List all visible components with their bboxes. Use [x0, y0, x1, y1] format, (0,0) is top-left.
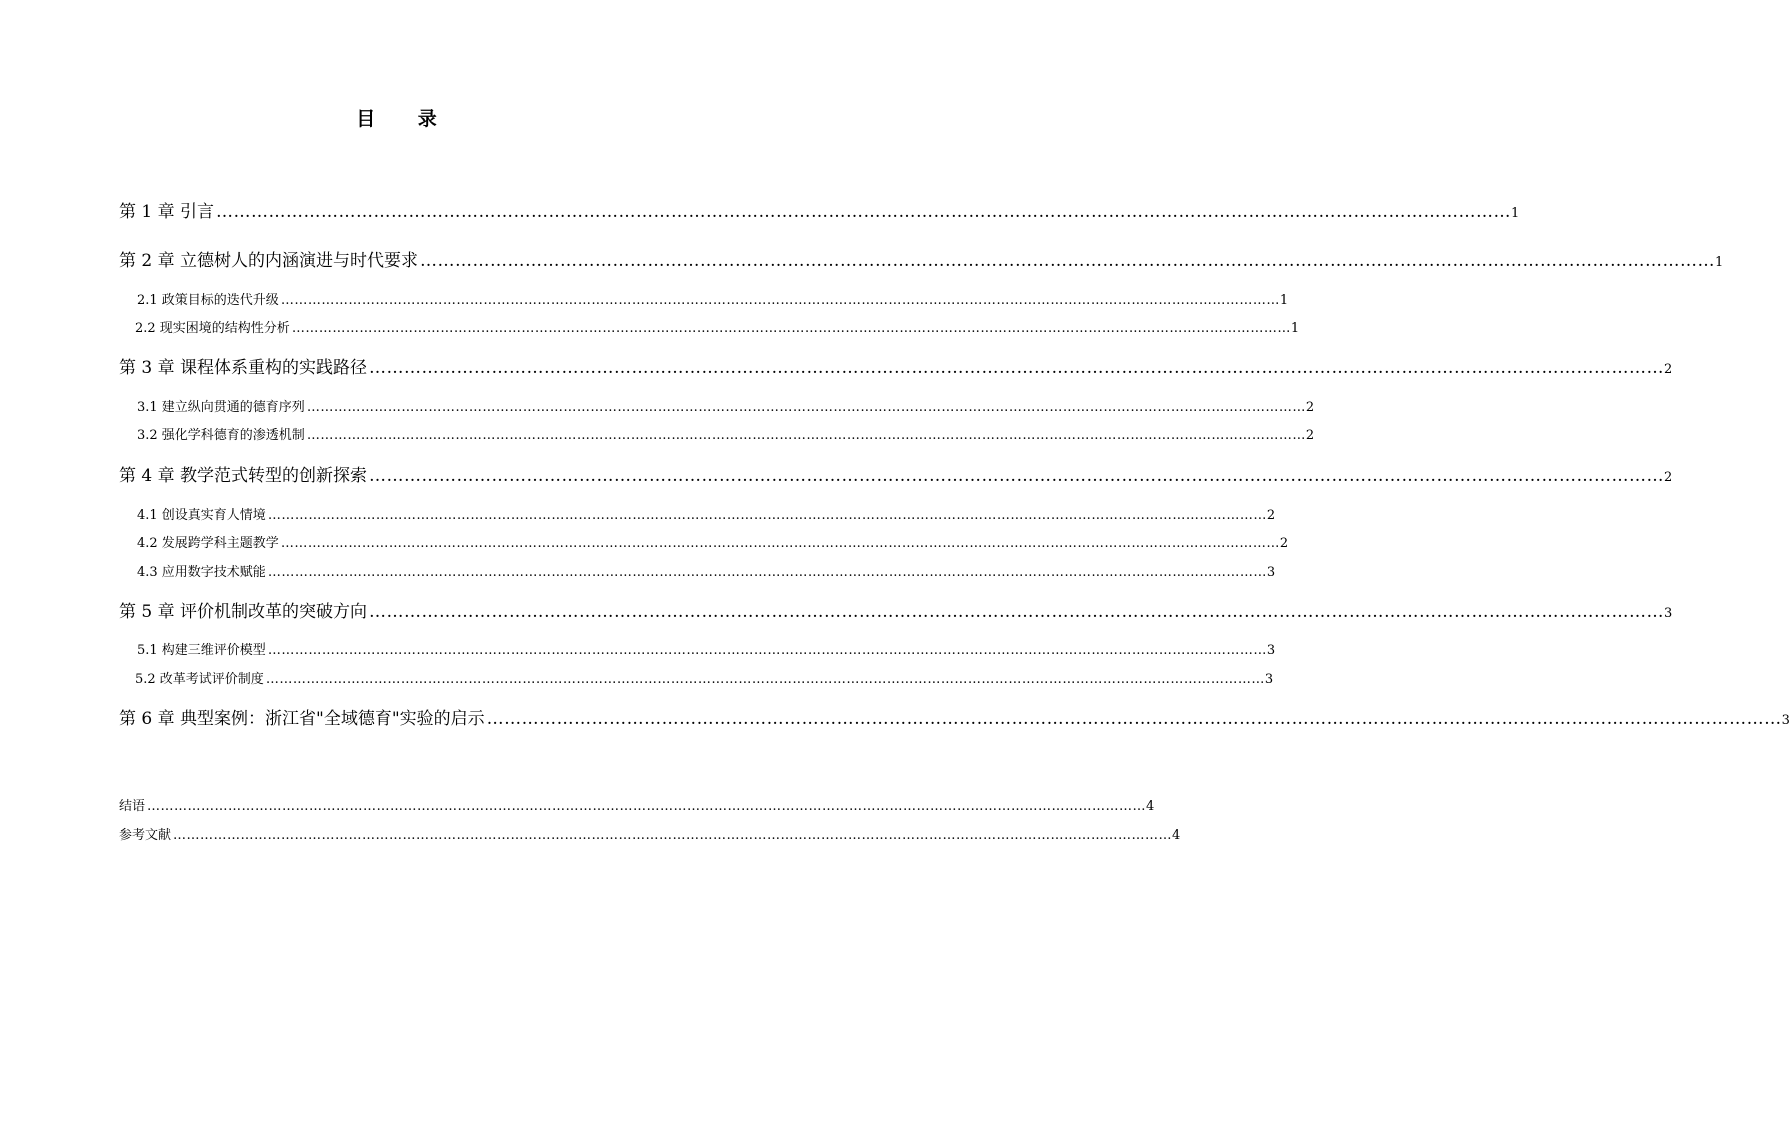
toc-entry-label: 第 6 章 典型案例：浙江省"全域德育"实验的启示 — [119, 709, 485, 729]
toc-entry-chapter-2[interactable] — [119, 248, 1724, 274]
toc-entry-references[interactable] — [119, 826, 1181, 846]
toc-entry-4-2[interactable] — [137, 534, 1289, 554]
toc-leader-dots: …………………………………………………………………………………………………………………………………………………………………………………………………… — [280, 293, 1280, 308]
toc-leader-dots: …………………………………………………………………………………………………………………………………………………………………………………………………… — [369, 602, 1665, 622]
toc-entry-label: 第 5 章 评价机制改革的突破方向 — [119, 602, 368, 622]
toc-leader-dots: …………………………………………………………………………………………………………………………………………………………………………………………………… — [173, 828, 1173, 843]
toc-entry-4-1[interactable] — [137, 506, 1276, 526]
toc-leader-dots: …………………………………………………………………………………………………………………………………………………………………………………………………… — [280, 536, 1280, 551]
toc-page-number: 4 — [1146, 799, 1155, 814]
toc-leader-dots: …………………………………………………………………………………………………………………………………………………………………………………………………… — [420, 251, 1716, 271]
toc-leader-dots: …………………………………………………………………………………………………………………………………………………………………………………………………… — [267, 643, 1267, 658]
toc-page-number: 2 — [1664, 362, 1673, 377]
toc-page-number: 1 — [1715, 255, 1724, 270]
toc-leader-dots: …………………………………………………………………………………………………………………………………………………………………………………………………… — [291, 321, 1291, 336]
toc-page-number: 2 — [1305, 400, 1315, 415]
toc-entry-label: 2.2 现实困境的结构性分析 — [135, 321, 290, 336]
toc-entry-label: 4.1 创设真实育人情境 — [137, 508, 266, 523]
toc-page-number: 2 — [1266, 508, 1276, 523]
toc-leader-dots: …………………………………………………………………………………………………………………………………………………………………………………………………… — [306, 400, 1306, 415]
toc-entry-2-1[interactable] — [137, 291, 1289, 311]
toc-leader-dots: …………………………………………………………………………………………………………………………………………………………………………………………………… — [369, 358, 1665, 378]
toc-leader-dots: …………………………………………………………………………………………………………………………………………………………………………………………………… — [486, 709, 1782, 729]
toc-page-number: 2 — [1279, 536, 1289, 551]
toc-entry-label: 3.1 建立纵向贯通的德育序列 — [137, 400, 305, 415]
toc-leader-dots: …………………………………………………………………………………………………………………………………………………………………………………………………… — [267, 565, 1267, 580]
toc-leader-dots: …………………………………………………………………………………………………………………………………………………………………………………………………… — [369, 466, 1665, 486]
toc-leader-dots: …………………………………………………………………………………………………………………………………………………………………………………………………… — [265, 672, 1265, 687]
toc-entry-4-3[interactable] — [137, 563, 1276, 583]
toc-entry-5-1[interactable] — [137, 641, 1276, 661]
toc-leader-dots: …………………………………………………………………………………………………………………………………………………………………………………………………… — [147, 799, 1147, 814]
toc-entry-label: 第 3 章 课程体系重构的实践路径 — [119, 358, 368, 378]
toc-entry-label: 参考文献 — [119, 828, 172, 843]
toc-entry-conclusion[interactable] — [119, 797, 1155, 817]
toc-entry-label: 第 4 章 教学范式转型的创新探索 — [119, 466, 368, 486]
toc-page-number: 4 — [1172, 828, 1181, 843]
toc-page-number: 1 — [1290, 321, 1300, 336]
toc-entry-5-2[interactable] — [135, 670, 1274, 690]
toc-title: 目 录 — [356, 108, 455, 130]
toc-leader-dots: …………………………………………………………………………………………………………………………………………………………………………………………………… — [216, 202, 1512, 222]
toc-entry-label: 2.1 政策目标的迭代升级 — [137, 293, 279, 308]
toc-leader-dots: …………………………………………………………………………………………………………………………………………………………………………………………………… — [267, 508, 1267, 523]
toc-entry-chapter-3[interactable] — [119, 355, 1673, 381]
toc-page-number: 3 — [1266, 565, 1276, 580]
toc-entry-label: 结语 — [119, 799, 146, 814]
toc-entry-label: 第 1 章 引言 — [119, 202, 215, 222]
toc-entry-chapter-4[interactable] — [119, 463, 1673, 489]
toc-entry-label: 5.2 改革考试评价制度 — [135, 672, 264, 687]
toc-entry-label: 3.2 强化学科德育的渗透机制 — [137, 428, 305, 443]
toc-entry-chapter-6[interactable] — [119, 706, 1790, 732]
toc-entry-label: 5.1 构建三维评价模型 — [137, 643, 266, 658]
toc-entry-label: 4.2 发展跨学科主题教学 — [137, 536, 279, 551]
toc-page-number: 2 — [1664, 470, 1673, 485]
toc-page-number: 1 — [1279, 293, 1289, 308]
toc-entry-label: 第 2 章 立德树人的内涵演进与时代要求 — [119, 251, 419, 271]
toc-entry-3-2[interactable] — [137, 426, 1315, 446]
toc-entry-chapter-5[interactable] — [119, 599, 1673, 625]
toc-entry-3-1[interactable] — [137, 398, 1315, 418]
toc-entry-chapter-1[interactable] — [119, 199, 1520, 225]
toc-page-number: 3 — [1264, 672, 1274, 687]
toc-page-number: 3 — [1781, 713, 1790, 728]
toc-page-number: 1 — [1511, 206, 1520, 221]
toc-page-number: 2 — [1305, 428, 1315, 443]
toc-page-number: 3 — [1266, 643, 1276, 658]
toc-leader-dots: …………………………………………………………………………………………………………………………………………………………………………………………………… — [306, 428, 1306, 443]
toc-page-number: 3 — [1664, 606, 1673, 621]
toc-entry-label: 4.3 应用数字技术赋能 — [137, 565, 266, 580]
toc-entry-2-2[interactable] — [135, 319, 1300, 339]
